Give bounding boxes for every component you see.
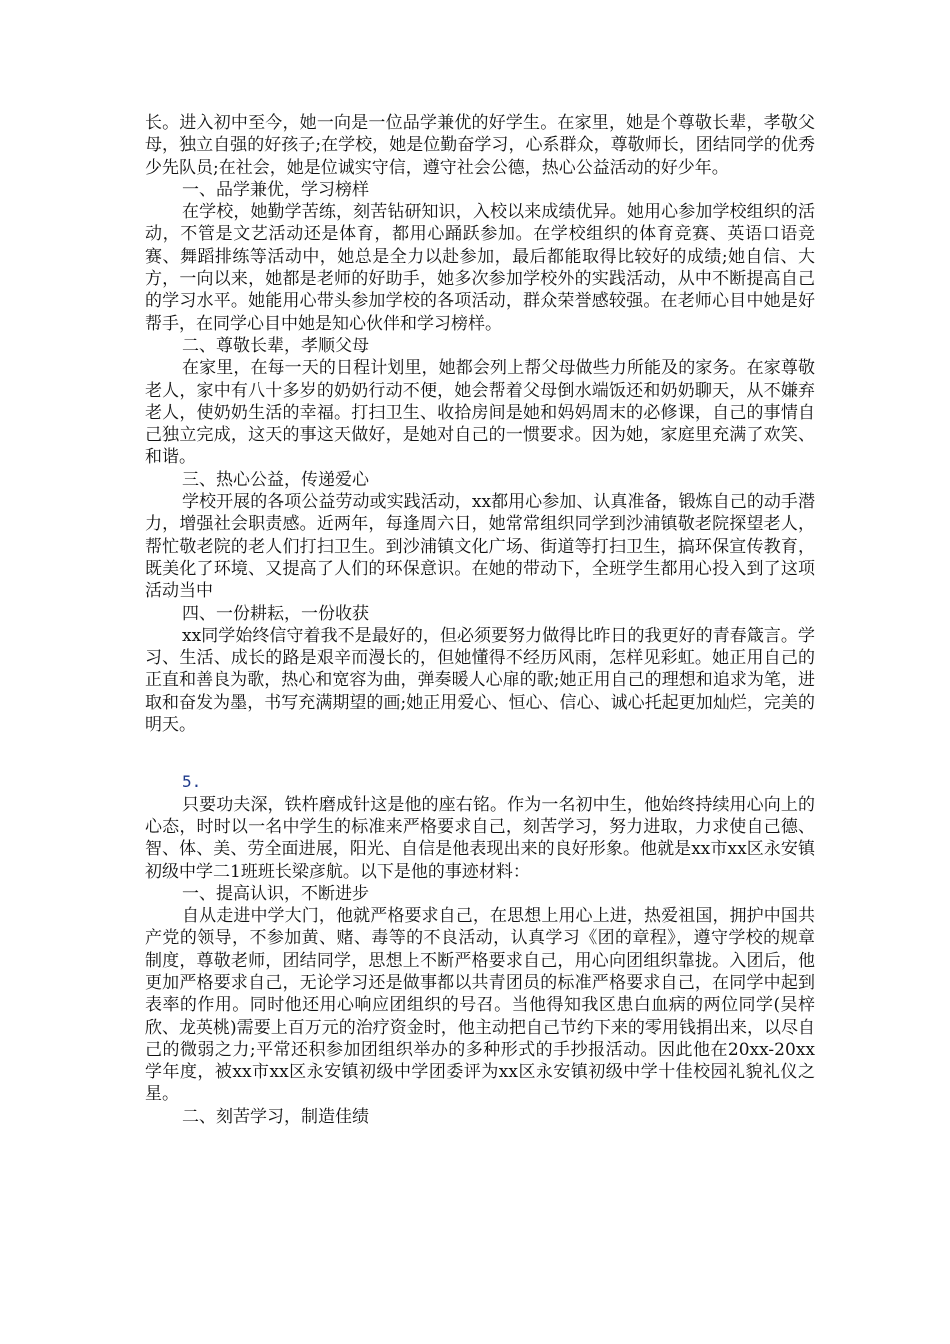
section-heading-4: 四、一份耕耘，一份收获 xyxy=(182,603,369,624)
paragraph-body: 自从走进中学大门，他就严格要求自己，在思想上用心上进，热爱祖国，拥护中国共产党的领导，不参加黄、赌、毒等的不良活动，认真学习《团的章程》，遵守学校的规章制度，尊敬老师，团结同学，思想上不断严格要求自己，用心向团组织靠拢。入团后，他更加严格要求自己，无论学习还是做事都以共青团员的标准严格要求自己，在同学中起到表率的作用。同时他还用心响应团组织的号召。当他得知我区患白血病的两位同学(吴梓欣、龙英桃)需要上百万元的治疗资金时，他主动把自己节约下来的零用钱捐出来，以尽自己的微弱之力;平常还积参加团组织举办的多种形式的手抄报活动。因此他在20xx-20xx学年度，被xx市xx区永安镇初级中学团委评为xx区永安镇初级中学十佳校园礼貌礼仪之星。 xyxy=(145,906,815,1105)
paragraph-body: 在家里，在每一天的日程计划里，她都会列上帮父母做些力所能及的家务。在家尊敬老人，家中有八十多岁的奶奶行动不便，她会帮着父母倒水端饭还和奶奶聊天，从不嫌弃老人，使奶奶生活的幸福。打扫卫生、收拾房间是她和妈妈周末的必修课，自己的事情自己独立完成，这天的事这天做好，是她对自己的一惯要求。因为她，家庭里充满了欢笑、和谐。 xyxy=(145,358,815,468)
paragraph-body: xx同学始终信守着我不是最好的，但必须要努力做得比昨日的我更好的青春箴言。学习、生活、成长的路是艰辛而漫长的，但她懂得不经历风雨，怎样见彩虹。她正用自己的正直和善良为歌，热心和宽容为曲，弹奏暖人心扉的歌;她正用自己的理想和追求为笔，进取和奋发为墨，书写充满期望的画;她正用爱心、恒心、信心、诚心托起更加灿烂，完美的明天。 xyxy=(145,625,815,736)
section-heading-2: 二、尊敬长辈，孝顺父母 xyxy=(182,335,369,356)
document-page xyxy=(145,112,815,1128)
paragraph-intro: 长。进入初中至今，她一向是一位品学兼优的好学生。在家里，她是个尊敬长辈，孝敬父母，独立自强的好孩子;在学校，她是位勤奋学习，心系群众，尊敬师长，团结同学的优秀少先队员;在社会，她是位诚实守信，遵守社会公德，热心公益活动的好少年。 xyxy=(145,113,815,178)
section-heading-1: 一、品学兼优，学习榜样 xyxy=(182,179,369,200)
item-number: 5. xyxy=(182,772,202,792)
section-heading-3: 三、热心公益，传递爱心 xyxy=(182,469,369,490)
spacer xyxy=(145,736,815,771)
paragraph-body: 学校开展的各项公益劳动或实践活动，xx都用心参加、认真准备，锻炼自己的动手潜力，增强社会职责感。近两年，每逢周六日，她常常组织同学到沙浦镇敬老院探望老人，帮忙敬老院的老人们打扫卫生。到沙浦镇文化广场、街道等打扫卫生，搞环保宣传教育，既美化了环境、又提高了人们的环保意识。在她的带动下，全班学生都用心投入到了这项活动当中 xyxy=(145,492,815,602)
section-heading-6: 二、刻苦学习，制造佳绩 xyxy=(182,1106,369,1127)
section-heading-5: 一、提高认识，不断进步 xyxy=(182,883,369,904)
paragraph-body: 只要功夫深，铁杵磨成针这是他的座右铭。作为一名初中生，他始终持续用心向上的心态，时时以一名中学生的标准来严格要求自己，刻苦学习，努力进取，力求使自己德、智、体、美、劳全面进展，阳光、自信是他表现出来的良好形象。他就是xx市xx区永安镇初级中学二1班班长梁彦航。以下是他的事迹材料： xyxy=(145,794,815,882)
paragraph-body: 在学校，她勤学苦练，刻苦钻研知识，入校以来成绩优异。她用心参加学校组织的活动，不管是文艺活动还是体育，都用心踊跃参加。在学校组织的体育竞赛、英语口语竞赛、舞蹈排练等活动中，她总是全力以赴参加，最后都能取得比较好的成绩;她自信、大方，一向以来，她都是老师的好助手，她多次参加学校外的实践活动，从中不断提高自己的学习水平。她能用心带头参加学校的各项活动，群众荣誉感较强。在老师心目中她是好帮手，在同学心目中她是知心伙伴和学习榜样。 xyxy=(145,202,815,334)
